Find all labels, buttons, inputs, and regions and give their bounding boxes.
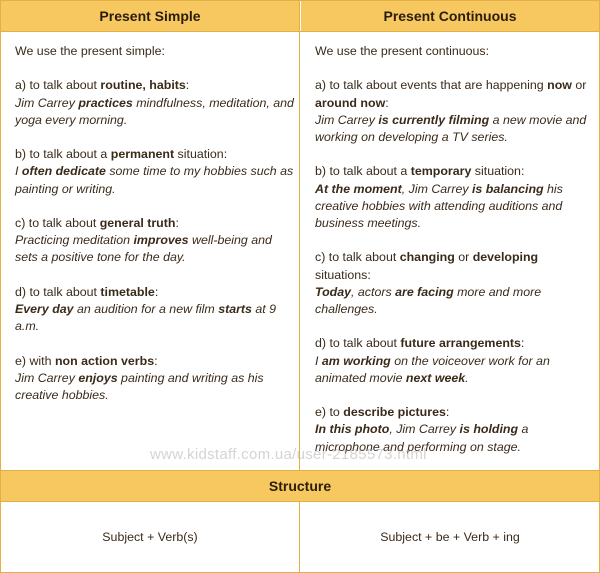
structure-title: Structure: [268, 478, 332, 494]
usage-timetable: d) to talk about timetable: Every day an audition for a new film starts at 9 a.m.: [15, 284, 277, 334]
usage-now: a) to talk about events that are happening now or around now: Jim Carrey is currently filming a new movie and working on developing a TV series.: [315, 78, 587, 144]
usage-permanent: b) to talk about a permanent situation: I often dedicate some time to my hobbies such as painting or writing.: [15, 147, 294, 196]
present-continuous-structure: [301, 502, 599, 572]
present-continuous-formula: Subject + be + Verb + ing: [380, 530, 520, 544]
example-text: I often dedicate some time to my hobbies such as painting or writing.: [15, 164, 294, 196]
present-continuous-header: [301, 1, 599, 31]
example-text: In this photo, Jim Carrey is holding a microphone and performing on stage.: [315, 422, 529, 454]
usage-general-truth: c) to talk about general truth: Practicing meditation improves well-being and sets a positive tone for the day.: [15, 215, 272, 265]
usage-describe-pictures: e) to describe pictures: In this photo, Jim Carrey is holding a microphone and performing on stage.: [315, 405, 529, 454]
present-simple-title: Present Simple: [99, 8, 201, 24]
present-continuous-title: Present Continuous: [383, 8, 517, 24]
column-divider: [299, 0, 300, 470]
intro-text: We use the present simple:: [15, 44, 165, 58]
example-text: Jim Carrey enjoys painting and writing as his creative hobbies.: [15, 370, 264, 402]
present-simple-column: [15, 43, 295, 421]
watermark-text: www.kidstaff.com.ua/user-2185573.html: [150, 446, 427, 463]
example-text: I am working on the voiceover work for an animated movie next week.: [315, 353, 550, 385]
structure-divider: [299, 502, 300, 572]
header-divider: [0, 31, 600, 32]
example-text: Every day an audition for a new film starts at 9 a.m.: [15, 301, 277, 334]
present-simple-formula: Subject + Verb(s): [102, 530, 198, 544]
usage-routine: a) to talk about routine, habits: Jim Carrey practices mindfulness, meditation, and yoga every morning.: [15, 78, 294, 127]
structure-header: [1, 471, 599, 501]
present-simple-structure: [1, 502, 299, 572]
usage-future-arrangements: d) to talk about future arrangements: I am working on the voiceover work for an animated movie next week.: [315, 336, 550, 385]
usage-non-action-verbs: e) with non action verbs: Jim Carrey enjoys painting and writing as his creative hobbies.: [15, 353, 264, 402]
usage-temporary: b) to talk about a temporary situation: At the moment, Jim Carrey is balancing his creative hobbies with attending auditions and business meetings.: [315, 164, 563, 230]
example-text: Today, actors are facing more and more challenges.: [315, 284, 542, 316]
present-continuous-column: [315, 43, 590, 473]
intro-text: We use the present continuous:: [315, 44, 490, 58]
example-text: Jim Carrey is currently filming a new movie and working on developing a TV series.: [315, 112, 587, 144]
example-text: Jim Carrey practices mindfulness, meditation, and yoga every morning.: [15, 95, 294, 127]
example-text: Practicing meditation improves well-being and sets a positive tone for the day.: [15, 233, 272, 265]
present-simple-header: [1, 1, 299, 31]
example-text: At the moment, Jim Carrey is balancing his creative hobbies with attending auditions and business meetings.: [315, 181, 563, 230]
usage-changing: c) to talk about changing or developing situations: Today, actors are facing more and more challenges.: [315, 250, 542, 316]
